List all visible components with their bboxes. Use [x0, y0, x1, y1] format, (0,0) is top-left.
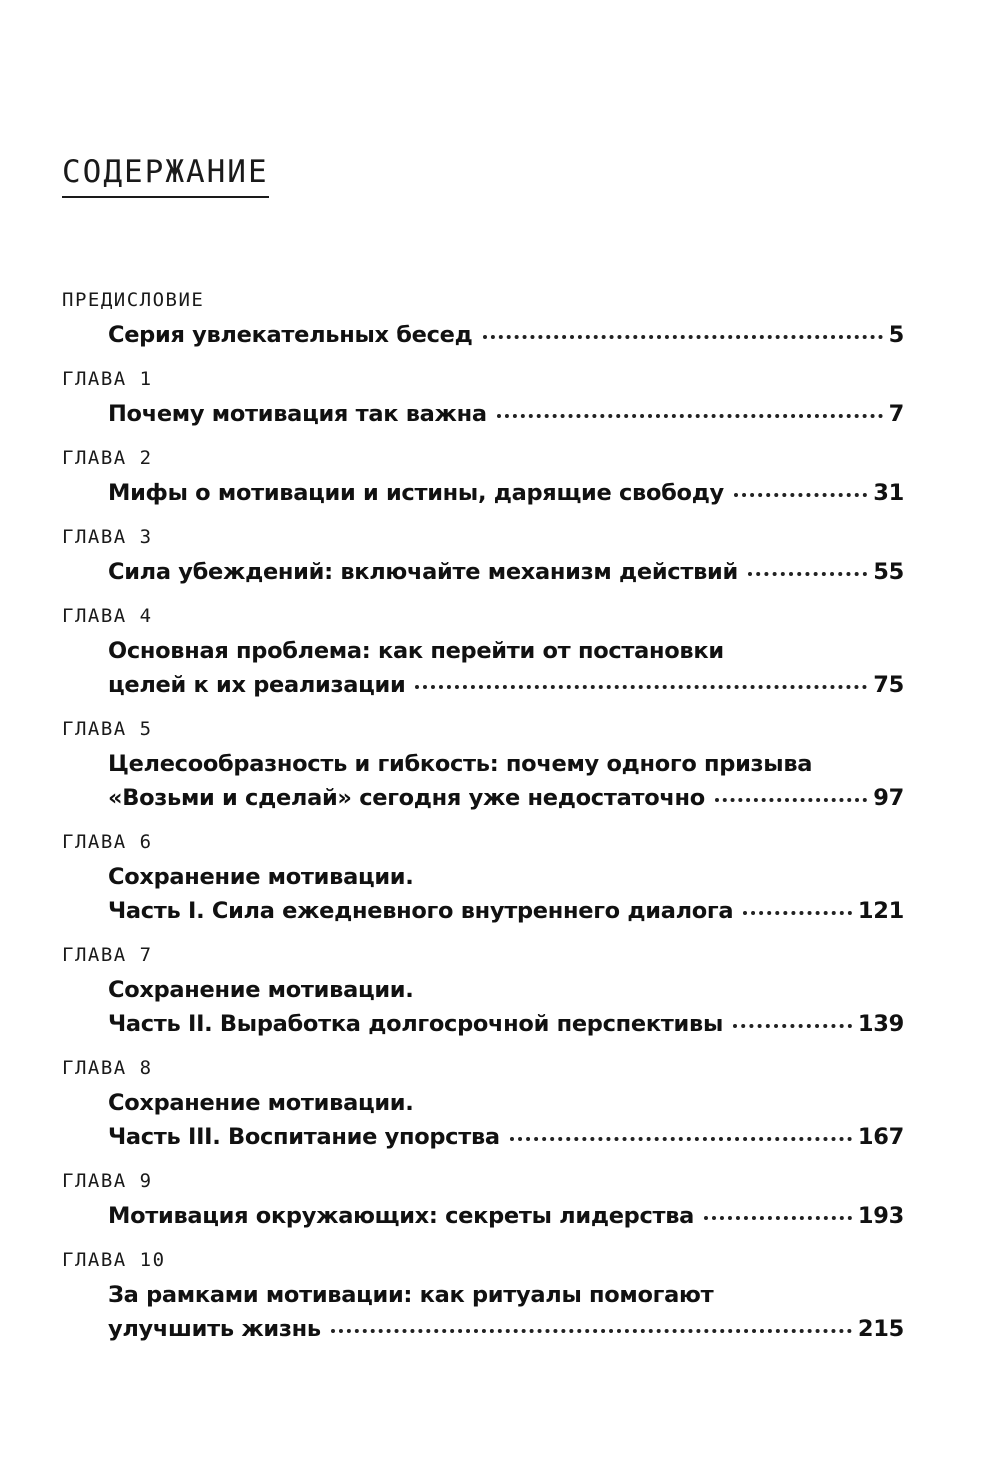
dot-leader [743, 911, 852, 915]
entry-title: Почему мотивация так важна [108, 401, 487, 427]
chapter-label: ГЛАВА 9 [62, 1170, 153, 1192]
entry-title: целей к их реализации [108, 672, 406, 698]
chapter-label: ГЛАВА 7 [62, 944, 153, 966]
entry-title-line [108, 781, 904, 815]
toc-entry-chapter-5[interactable] [62, 715, 904, 815]
entry-title-line [108, 1120, 904, 1154]
entry-title-line: За рамками мотивации: как ритуалы помогают [108, 1282, 714, 1308]
entry-title-line: Сохранение мотивации. [108, 1090, 414, 1116]
entry-title-line [108, 472, 904, 510]
page-number: 193 [857, 1203, 904, 1229]
page-number: 167 [857, 1124, 904, 1150]
chapter-label: ГЛАВА 10 [62, 1249, 166, 1271]
entry-title-line [108, 1195, 904, 1233]
page-number: 97 [873, 785, 904, 811]
page-number: 31 [873, 480, 904, 506]
toc-entries [62, 286, 904, 1359]
toc-entry-chapter-9[interactable] [62, 1167, 904, 1233]
entry-title-line [108, 1007, 904, 1041]
dot-leader [733, 1024, 852, 1028]
entry-title: Часть II. Выработка долгосрочной перспективы [108, 1011, 723, 1037]
entry-title-line: Сохранение мотивации. [108, 977, 414, 1003]
chapter-label: ГЛАВА 3 [62, 526, 153, 548]
dot-leader [704, 1216, 852, 1220]
chapter-label: ГЛАВА 2 [62, 447, 153, 469]
page-title: СОДЕРЖАНИЕ [62, 150, 269, 198]
page-number: 5 [888, 322, 904, 348]
toc-entry-chapter-8[interactable] [62, 1054, 904, 1154]
page-number: 55 [873, 559, 904, 585]
dot-leader [510, 1137, 852, 1141]
dot-leader [415, 685, 867, 689]
chapter-label: ГЛАВА 5 [62, 718, 153, 740]
toc-entry-chapter-7[interactable] [62, 941, 904, 1041]
entry-title-line [108, 1312, 904, 1346]
entry-title-line: Целесообразность и гибкость: почему одного призыва [108, 751, 813, 777]
entry-title: Часть III. Воспитание упорства [108, 1124, 500, 1150]
toc-entry-chapter-6[interactable] [62, 828, 904, 928]
dot-leader [748, 572, 867, 576]
dot-leader [483, 335, 883, 339]
entry-title-line [108, 314, 904, 352]
dot-leader [734, 493, 867, 497]
toc-entry-chapter-10[interactable] [62, 1246, 904, 1346]
page-number: 75 [873, 672, 904, 698]
page-number: 139 [857, 1011, 904, 1037]
entry-title-line [108, 393, 904, 431]
dot-leader [715, 798, 867, 802]
page-number: 121 [857, 898, 904, 924]
entry-title: Сила убеждений: включайте механизм действий [108, 559, 738, 585]
toc-entry-chapter-3[interactable] [62, 523, 904, 589]
entry-title-line [108, 551, 904, 589]
entry-title: «Возьми и сделай» сегодня уже недостаточно [108, 785, 705, 811]
page-number: 215 [857, 1316, 904, 1342]
entry-title-line: Сохранение мотивации. [108, 864, 414, 890]
entry-title-line [108, 668, 904, 702]
toc-entry-preface[interactable] [62, 286, 904, 352]
toc-entry-chapter-2[interactable] [62, 444, 904, 510]
chapter-label: ГЛАВА 1 [62, 368, 153, 390]
chapter-label: ГЛАВА 6 [62, 831, 153, 853]
chapter-label: ГЛАВА 4 [62, 605, 153, 627]
chapter-label: ПРЕДИСЛОВИЕ [62, 289, 205, 311]
toc-entry-chapter-4[interactable] [62, 602, 904, 702]
entry-title: Часть I. Сила ежедневного внутреннего диалога [108, 898, 734, 924]
dot-leader [331, 1329, 852, 1333]
entry-title-line: Основная проблема: как перейти от постановки [108, 638, 724, 664]
entry-title: Мифы о мотивации и истины, дарящие свободу [108, 480, 724, 506]
page-number: 7 [888, 401, 904, 427]
entry-title: Серия увлекательных бесед [108, 322, 473, 348]
entry-title: Мотивация окружающих: секреты лидерства [108, 1203, 695, 1229]
entry-title: улучшить жизнь [108, 1316, 321, 1342]
dot-leader [497, 414, 883, 418]
toc-entry-chapter-1[interactable] [62, 365, 904, 431]
entry-title-line [108, 894, 904, 928]
chapter-label: ГЛАВА 8 [62, 1057, 153, 1079]
